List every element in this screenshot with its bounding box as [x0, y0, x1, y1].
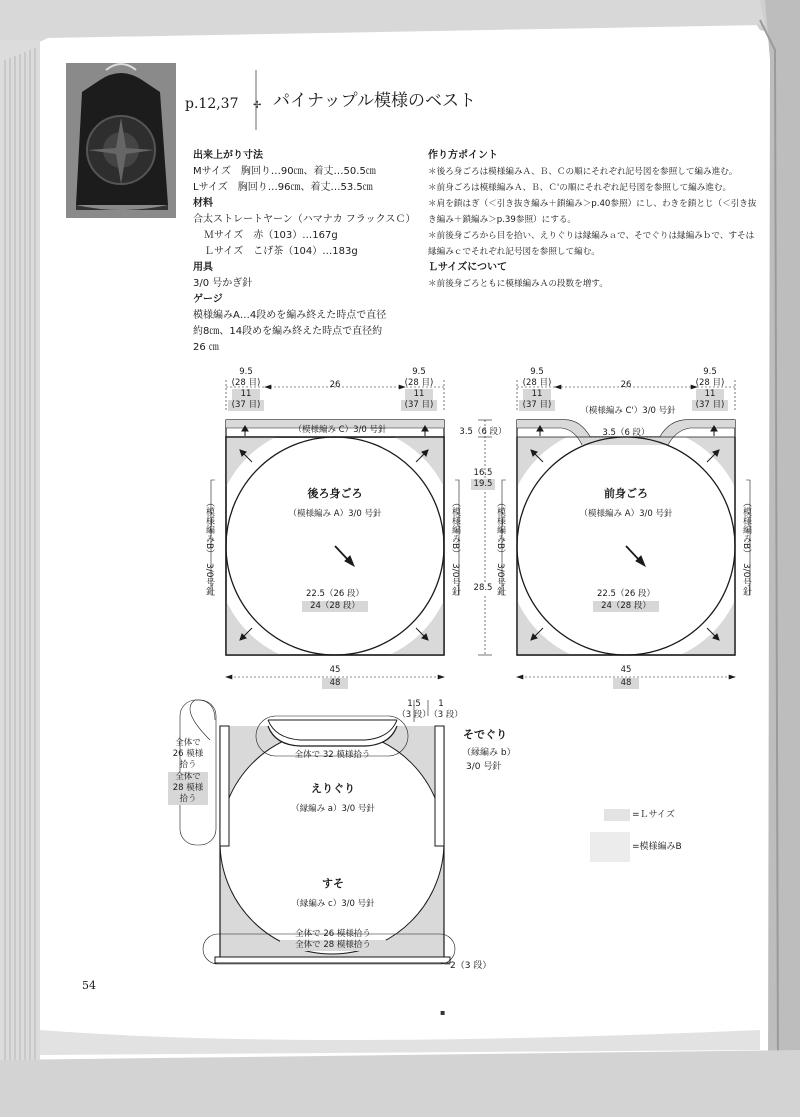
legend-swatch-l-size	[604, 809, 630, 821]
back-width-m: 45	[329, 665, 341, 675]
svg-text:✢: ✢	[253, 100, 262, 111]
size-l: Lサイズ 胸回り…96㎝、着丈…53.5㎝	[193, 182, 373, 193]
page-reference: p.12,37	[185, 96, 239, 112]
howto-heading: 作り方ポイント	[428, 150, 498, 161]
gauge-line-2: 約8㎝、14段めを編み終えた時点で直径約	[193, 326, 383, 337]
back-left-width-l: 11	[232, 389, 260, 400]
back-neck-width: 26	[329, 380, 341, 390]
front-left-side-label: （模様編みB）	[495, 498, 505, 559]
armhole-depth-m: 16.5	[473, 468, 493, 478]
howto-line-1: ＊後ろ身ごろは模様編みＡ、Ｂ、Ｃの順にそれぞれ記号図を参照して編み進む。	[428, 167, 738, 177]
yarn-l: Ｌサイズ こげ茶（104）…183g	[204, 246, 358, 257]
hem-heading: すそ	[322, 877, 344, 890]
armhole-pick-l-2: 28 模様	[168, 783, 208, 794]
material-heading: 材料	[193, 198, 213, 209]
howto-line-6: 縁編みｃでそれぞれ記号図を参照して編む。	[428, 247, 600, 257]
back-left-stitches-l: (37 目)	[228, 400, 264, 411]
back-right-stitches-l: (37 目)	[401, 400, 437, 411]
front-radius-l: 24（28 段）	[593, 601, 659, 612]
neckline-heading: えりぐり	[311, 782, 355, 795]
legend-l-size: =Ｌサイズ	[632, 810, 675, 820]
front-right-width-l: 11	[696, 389, 724, 400]
body-length: 28.5	[471, 583, 495, 594]
gauge-line-1: 模様編みA…4段めを編み終えた時点で直径	[193, 310, 387, 321]
l-size-heading: Ｌサイズについて	[428, 262, 507, 273]
size-m: Mサイズ 胸回り…90㎝、着丈…50.5㎝	[193, 166, 376, 177]
front-piece-name: 前身ごろ	[604, 487, 648, 500]
back-right-width-m: 9.5	[412, 367, 426, 377]
armhole-pattern: （縁編み b）	[462, 748, 516, 758]
yarn-name: 合太ストレートヤーン（ハマナカ フラックスＣ）	[193, 214, 416, 225]
howto-line-3: ＊肩を鎖はぎ（＜引き抜き編み＋鎖編み＞p.40参照）にし、わきを鎖とじ（＜引き抜	[428, 199, 757, 209]
page-number: 54	[82, 979, 96, 992]
front-right-stitches-m: (28 目)	[695, 378, 725, 388]
hem-pattern: （縁編み c）3/0 号針	[291, 899, 375, 909]
hem-pick-l: 全体で 28 模様拾う	[280, 940, 386, 951]
armhole-heading: そでぐり	[463, 728, 507, 741]
back-pattern-label: （模様編み A）3/0 号針	[288, 509, 382, 519]
back-right-side-hook: 3/0号針	[450, 563, 460, 596]
back-piece	[226, 420, 444, 655]
hem-depth: 2（3 段）	[450, 961, 492, 971]
back-piece-name: 後ろ身ごろ	[307, 487, 363, 500]
front-right-side-hook: 3/0号針	[741, 563, 751, 596]
shoulder-depth: 3.5（6 段）	[459, 427, 507, 437]
vest-photo	[66, 63, 176, 218]
front-left-stitches-l: (37 目)	[519, 400, 555, 411]
armhole-depth-l: 19.5	[471, 479, 495, 490]
front-right-side-label: （模様編みB）	[741, 498, 751, 559]
howto-line-4: き編み＋鎖編み＞p.39参照）にする。	[428, 215, 577, 225]
armhole-edge-depth: 1	[438, 699, 444, 709]
legend-swatch-pattern-b	[590, 832, 630, 862]
back-width-l: 48	[322, 678, 348, 689]
front-width-l: 48	[613, 678, 639, 689]
back-top-band-label: （模様編み C）3/0 号針	[293, 425, 387, 435]
front-left-side-hook: 3/0号針	[495, 563, 505, 596]
front-neck-width: 26	[620, 380, 632, 390]
front-left-width-l: 11	[523, 389, 551, 400]
back-right-stitches-m: (28 目)	[404, 378, 434, 388]
front-pattern-label: （模様編み A）3/0 号針	[579, 509, 673, 519]
size-heading: 出来上がり寸法	[193, 150, 263, 161]
back-left-width-m: 9.5	[239, 367, 253, 377]
back-right-side-label: （模様編みB）	[450, 498, 460, 559]
l-size-line-1: ＊前後身ごろともに模様編みＡの段数を増す。	[428, 279, 608, 289]
yarn-m: Ｍサイズ 赤（103）…167g	[204, 230, 338, 241]
howto-line-5: ＊前後身ごろから目を拾い、えりぐりは縁編みａで、そでぐりは縁編みｂで、すそは	[428, 231, 755, 241]
gauge-heading: ゲージ	[193, 294, 223, 305]
back-right-width-l: 11	[405, 389, 433, 400]
back-left-side-label: （模様編みB）	[204, 498, 214, 559]
armhole-pick-m-3: 拾う	[179, 760, 197, 770]
page-mark: ▪	[440, 1008, 446, 1017]
legend-pattern-b: =模様編みB	[632, 842, 682, 852]
hem-pick-m: 全体で 26 模様拾う	[295, 929, 371, 939]
howto-line-2: ＊前身ごろは模様編みＡ、Ｂ、Ｃ'の順にそれぞれ記号図を参照して編み進む。	[428, 183, 732, 193]
armhole-edge-rows: （3 段）	[429, 710, 463, 720]
front-width-m: 45	[620, 665, 632, 675]
front-left-width-m: 9.5	[530, 367, 544, 377]
back-radius-m: 22.5（26 段）	[306, 589, 364, 599]
neck-pick-count: 全体で 32 模様拾う	[294, 750, 371, 760]
page-title: パイナップル模様のベスト	[273, 91, 476, 111]
front-neck-band-label: （模様編み C'）3/0 号針	[580, 406, 676, 416]
neck-edge-depth: 1.5	[407, 699, 421, 709]
neck-edge-rows: （3 段）	[397, 710, 431, 720]
gauge-line-3: 26 ㎝	[193, 342, 219, 353]
armhole-pick-l-3: 拾う	[168, 794, 208, 805]
armhole-hook: 3/0 号針	[466, 762, 502, 772]
back-radius-l: 24（28 段）	[302, 601, 368, 612]
tool-heading: 用具	[193, 262, 213, 273]
front-right-width-m: 9.5	[703, 367, 717, 377]
front-left-stitches-m: (28 目)	[522, 378, 552, 388]
front-neck-depth: 3.5（6 段）	[602, 428, 650, 438]
neckline-pattern: （縁編み a）3/0 号針	[291, 804, 375, 814]
back-left-side-hook: 3/0号針	[204, 563, 214, 596]
front-right-stitches-l: (37 目)	[692, 400, 728, 411]
armhole-pick-m-1: 全体で	[175, 738, 201, 748]
armhole-pick-l-1: 全体で	[168, 772, 208, 783]
hook-size: 3/0 号かぎ針	[193, 278, 253, 289]
front-radius-m: 22.5（26 段）	[597, 589, 655, 599]
armhole-pick-m-2: 26 模様	[172, 749, 204, 759]
back-left-stitches-m: (28 目)	[231, 378, 261, 388]
front-piece	[517, 420, 735, 655]
assembly-diagram	[180, 700, 455, 964]
